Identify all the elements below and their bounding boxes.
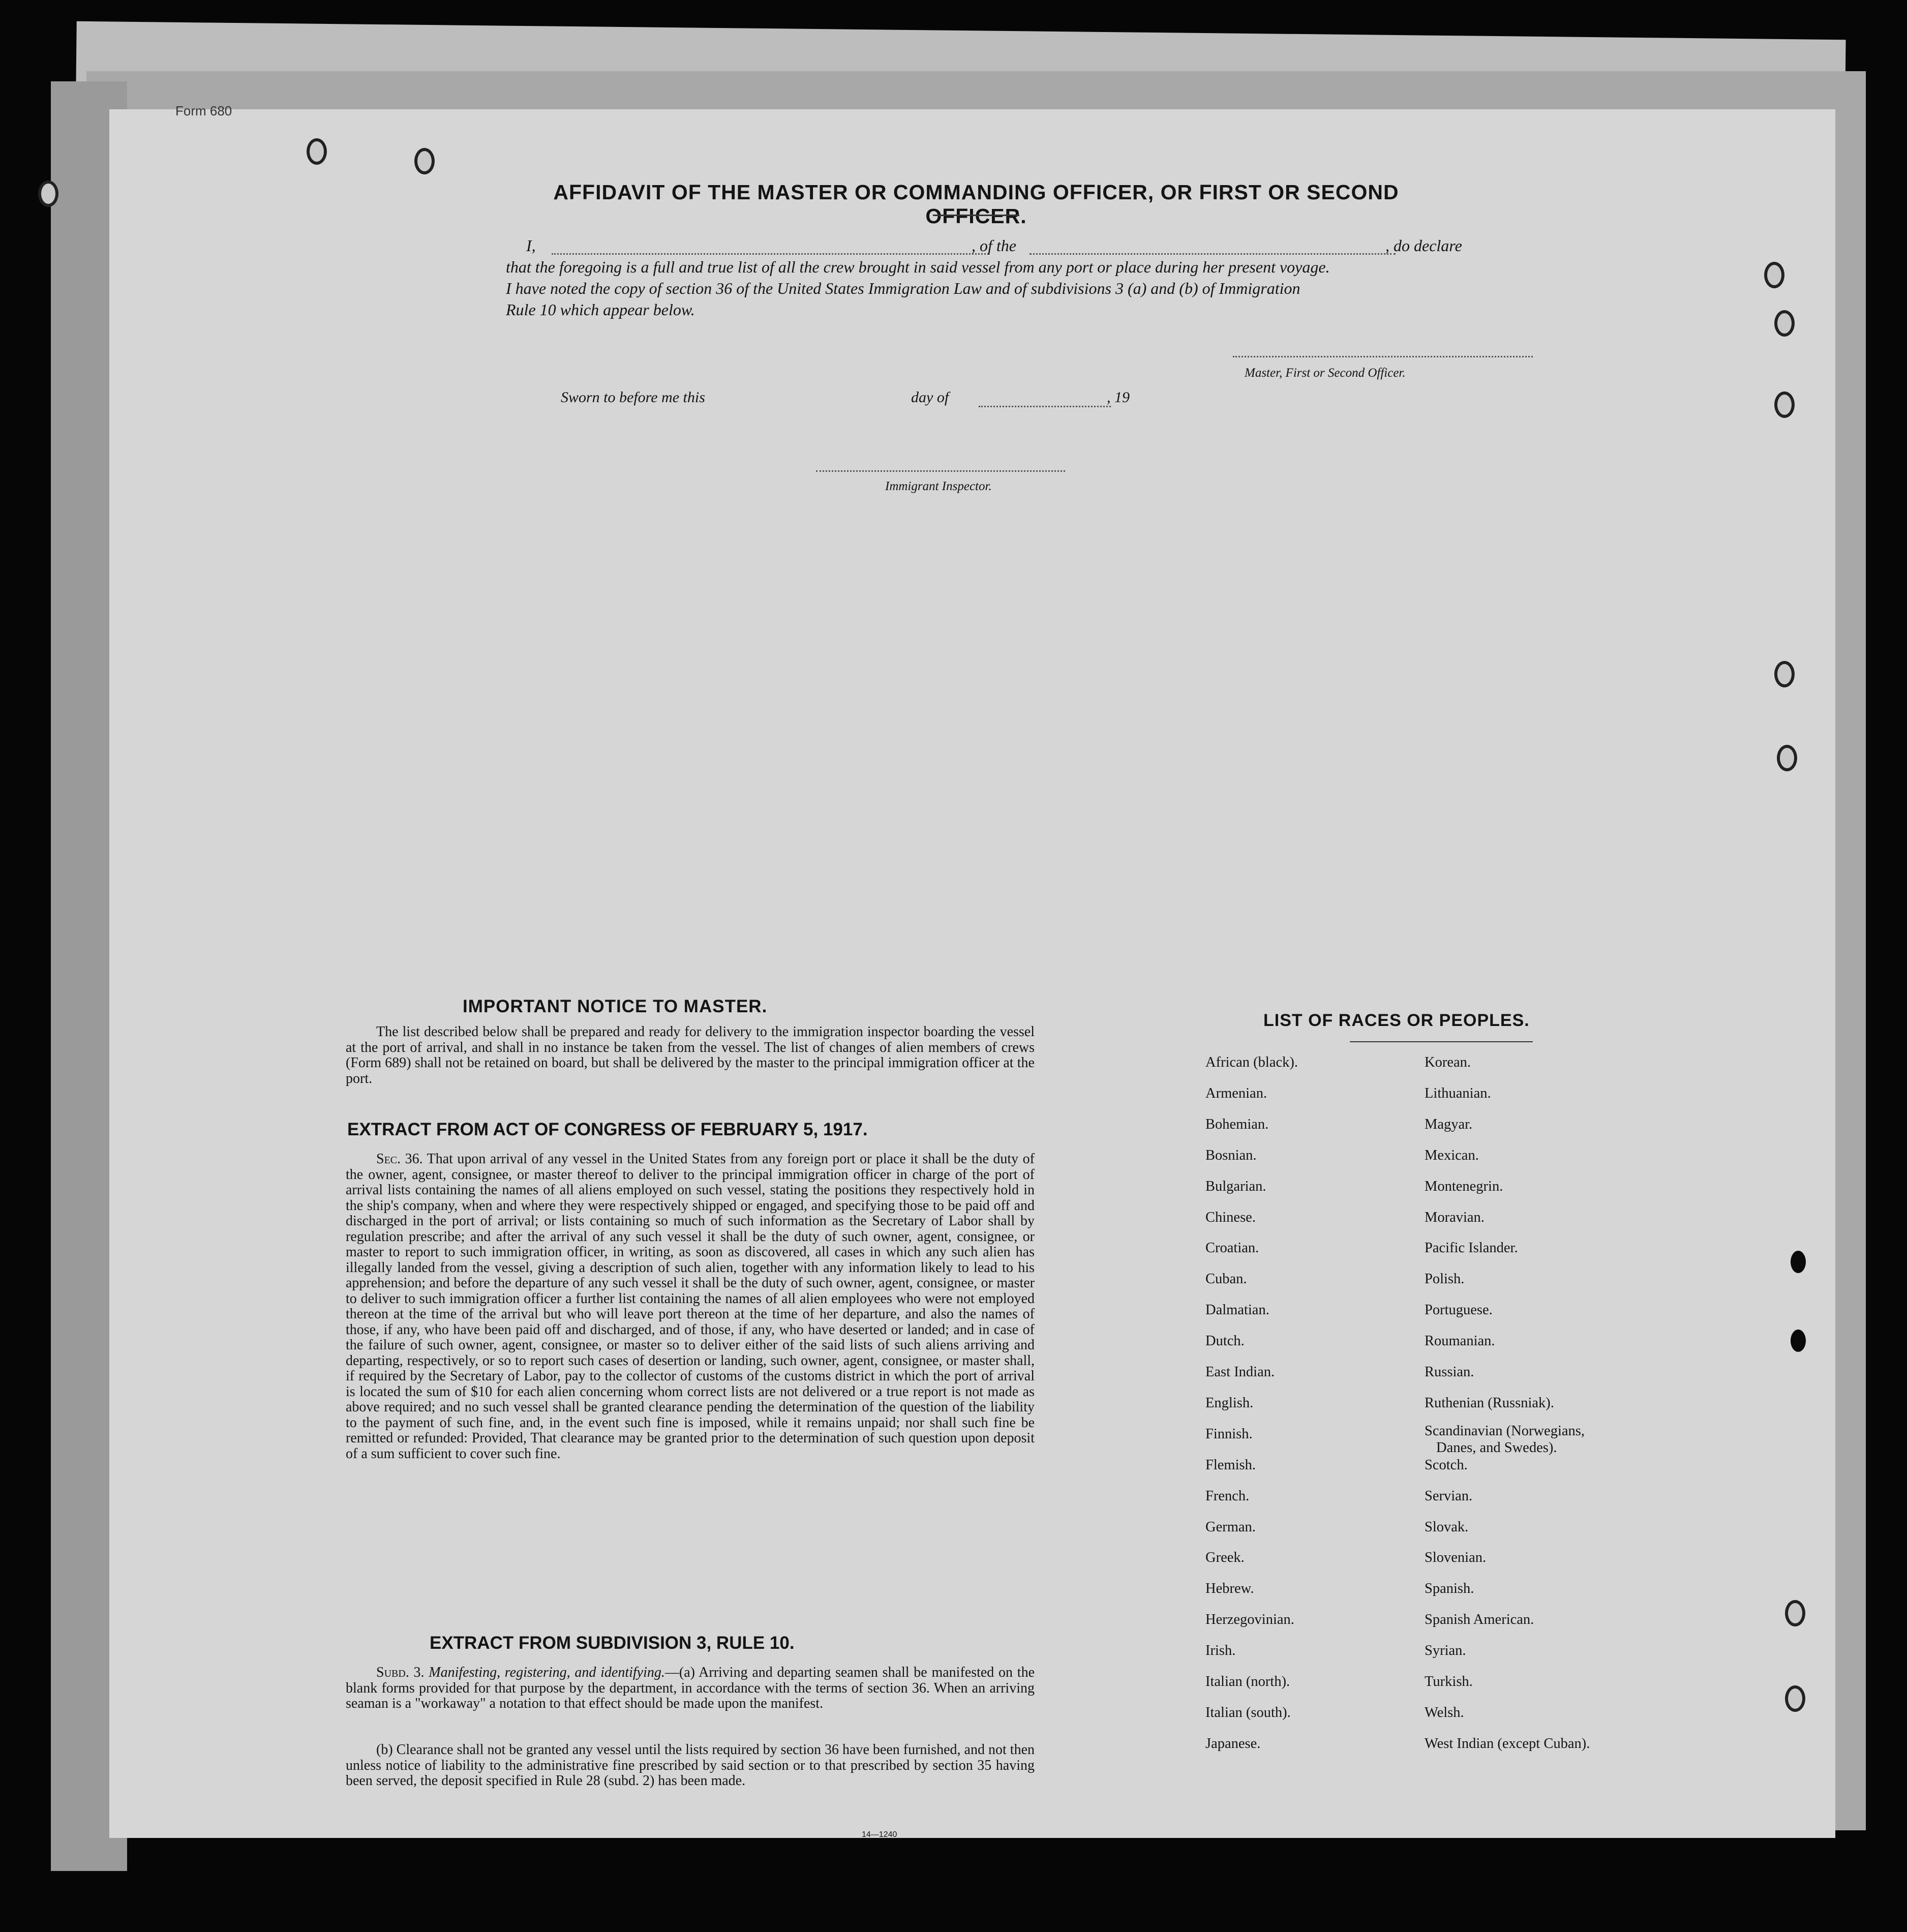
declaration-i: I, [526, 236, 536, 255]
binder-hole [307, 138, 327, 165]
race-item: Slovak. [1425, 1519, 1469, 1535]
race-item: Italian (south). [1205, 1704, 1291, 1720]
binder-hole [1774, 391, 1795, 418]
name-blank [552, 253, 989, 255]
race-item: African (black). [1205, 1054, 1298, 1070]
race-item: Spanish. [1425, 1581, 1474, 1597]
subdivision-heading: Manifesting, registering, and identifying. [429, 1665, 665, 1680]
race-item: West Indian (except Cuban). [1425, 1735, 1590, 1752]
race-item: Croatian. [1205, 1240, 1259, 1256]
race-item: Scotch. [1425, 1457, 1468, 1473]
race-item: Bosnian. [1205, 1147, 1257, 1163]
race-item: Servian. [1425, 1488, 1473, 1504]
race-item: East Indian. [1205, 1364, 1275, 1380]
binder-hole [1777, 745, 1797, 771]
race-item: Bulgarian. [1205, 1178, 1266, 1194]
affidavit-title: AFFIDAVIT OF THE MASTER OR COMMANDING OFFICER, OR FIRST OR SECOND OFFICER. [553, 180, 1399, 228]
binder-hole [1774, 310, 1795, 337]
race-item: Korean. [1425, 1054, 1471, 1070]
day-of: day of [911, 389, 949, 406]
extract-rule-title: EXTRACT FROM SUBDIVISION 3, RULE 10. [430, 1633, 795, 1653]
race-item: Irish. [1205, 1643, 1236, 1659]
race-item: English. [1205, 1395, 1254, 1411]
race-item: Armenian. [1205, 1085, 1267, 1101]
race-item: Portuguese. [1425, 1302, 1493, 1318]
race-item: French. [1205, 1488, 1250, 1504]
binder-hole [38, 180, 58, 207]
year-prefix: , 19 [1107, 389, 1130, 406]
declaration-line-2: that the foregoing is a full and true list of all the crew brought in said vessel from any port or place during her present voyage. [506, 258, 1330, 276]
extract-rule-text-a [346, 1665, 1035, 1712]
race-item: Ruthenian (Russniak). [1425, 1395, 1554, 1411]
race-item: Lithuanian. [1425, 1085, 1491, 1101]
race-item: Dutch. [1205, 1333, 1245, 1349]
signer-caption: Master, First or Second Officer. [1245, 366, 1406, 380]
extract-act-text [346, 1152, 1035, 1462]
race-item: Magyar. [1425, 1116, 1473, 1132]
signature-blank [1233, 356, 1533, 357]
race-item: Polish. [1425, 1271, 1465, 1287]
race-item: Roumanian. [1425, 1333, 1495, 1349]
declaration-of-the: , of the [972, 236, 1016, 255]
inspector-signature-blank [816, 470, 1065, 472]
race-item: Turkish. [1425, 1674, 1473, 1689]
binder-hole [1764, 262, 1784, 288]
race-item: Pacific Islander. [1425, 1240, 1518, 1256]
binder-hole [1785, 1685, 1805, 1712]
race-item: Herzegovinian. [1205, 1612, 1294, 1628]
race-item: Spanish American. [1425, 1612, 1534, 1628]
notice-title: IMPORTANT NOTICE TO MASTER. [463, 997, 768, 1016]
race-item: Cuban. [1205, 1271, 1247, 1287]
binder-hole [1774, 661, 1795, 687]
race-item: Greek. [1205, 1550, 1245, 1566]
extract-rule-text-b: (b) Clearance shall not be granted any vessel until the lists required by section 36 have been furnished, and not then unless notice of liability to the administrative fine prescribed by said section or to that prescribed by section 35 having been served, the deposit specified in Rule 28 (subd. 2) has been made. [346, 1742, 1035, 1789]
date-blank [979, 406, 1111, 407]
race-item: Bohemian. [1205, 1116, 1269, 1132]
notice-text: The list described below shall be prepared and ready for delivery to the immigration inspector boarding the vessel at the port of arrival, and shall in no instance be taken from the vessel. The list of changes of alien members of crews (Form 689) shall not be retained on board, but shall be delivered by the master to the principal immigration officer at the port. [346, 1024, 1035, 1086]
declaration-line-3: I have noted the copy of section 36 of the United States Immigration Law and of subdivisions 3 (a) and (b) of Immigration [506, 279, 1300, 297]
race-item: Syrian. [1425, 1643, 1466, 1659]
affidavit-page [109, 103, 1835, 1839]
races-title: LIST OF RACES OR PEOPLES. [1263, 1011, 1530, 1030]
declaration-line-4: Rule 10 which appear below. [506, 300, 695, 319]
races-rule [1350, 1041, 1533, 1042]
race-item: Moravian. [1425, 1209, 1485, 1225]
binder-hole [1791, 1251, 1806, 1273]
race-item: Finnish. [1205, 1426, 1253, 1442]
title-rule [933, 215, 1019, 216]
sworn-text: Sworn to before me this [561, 389, 705, 406]
binder-hole [414, 148, 435, 174]
race-item: Dalmatian. [1205, 1302, 1269, 1318]
binder-hole [1791, 1330, 1806, 1352]
race-item: Flemish. [1205, 1457, 1256, 1473]
race-item: Montenegrin. [1425, 1178, 1503, 1194]
race-item: Japanese. [1205, 1735, 1261, 1752]
subdivision-a-text: —(a) Arriving and departing seamen shall be manifested on the blank forms provided for that purpose by the department, in accordance with the terms of section 36. When an arriving seaman is a "workaway" a notation to that effect should be made upon the manifest. [346, 1665, 1035, 1711]
section-36-text: That upon arrival of any vessel in the United States from any foreign port or place it shall be the duty of the owner, agent, consignee, or master thereof to deliver to the principal immigration officer in charge of the port of arrival lists containing the names of all aliens employed on such vessel, stating the positions they respectively hold in the ship's company, when and where they were respectively shipped or engaged, and specifying those to be paid off and discharged in the port of arrival; or lists containing so much of such information as the Secretary of Labor shall by regulation prescribe; and after the arrival of any such vessel it shall be the duty of such owner, agent, consignee, or master to report to such immigration officer, in writing, as soon as discovered, all cases in which any such alien has illegally landed from the vessel, giving a description of such alien, together with any information likely to lead to his apprehension; and before the departure of any such vessel it shall be the duty of such owner, agent, consignee, or master to deliver to such immigration officer a further list containing the names of all alien employees who were not employed thereon at the time of the arrival but who will leave port thereon at the time of her departure, and also the names of those, if any, who have been paid off and discharged, and of those, if any, who have deserted or landed; and in case of the failure of such owner, agent, consignee, or master so to deliver either of the said lists of such aliens arriving and departing, respectively, or so to report such cases of desertion or landing, such owner, agent, consignee, or master shall, if required by the Secretary of Labor, pay to the collector of customs of the customs district in which the port of arrival is located the sum of $10 for each alien concerning whom correct lists are not delivered or a true report is not made as above required; and no such vessel shall be granted clearance pending the determination of the question of the liability to the payment of such fine, and, in the event such fine is imposed, while it remains unpaid; nor shall such fine be remitted or refunded: Provided, That clearance may be granted prior to the determination of such question upon deposit of a sum sufficient to cover such fine. [346, 1151, 1035, 1462]
race-item: Scandinavian (Norwegians, [1425, 1423, 1585, 1439]
race-item: German. [1205, 1519, 1256, 1535]
vessel-blank [1030, 253, 1396, 255]
race-item: Danes, and Swedes). [1436, 1440, 1557, 1456]
race-item: Italian (north). [1205, 1674, 1290, 1689]
race-item: Hebrew. [1205, 1581, 1254, 1597]
inspector-caption: Immigrant Inspector. [885, 479, 992, 493]
race-item: Mexican. [1425, 1147, 1479, 1163]
binder-hole [1785, 1600, 1805, 1626]
form-number: Form 680 [175, 103, 232, 118]
race-item: Slovenian. [1425, 1550, 1487, 1566]
footer-code: 14—1240 [862, 1830, 897, 1839]
subdivision-label: Subd. 3. [376, 1665, 425, 1680]
race-item: Welsh. [1425, 1704, 1464, 1720]
declaration-do-declare: , do declare [1385, 236, 1462, 255]
section-label: Sec. 36. [376, 1151, 423, 1167]
race-item: Russian. [1425, 1364, 1474, 1380]
race-item: Chinese. [1205, 1209, 1256, 1225]
extract-act-title: EXTRACT FROM ACT OF CONGRESS OF FEBRUARY 5, 1917. [347, 1120, 868, 1139]
